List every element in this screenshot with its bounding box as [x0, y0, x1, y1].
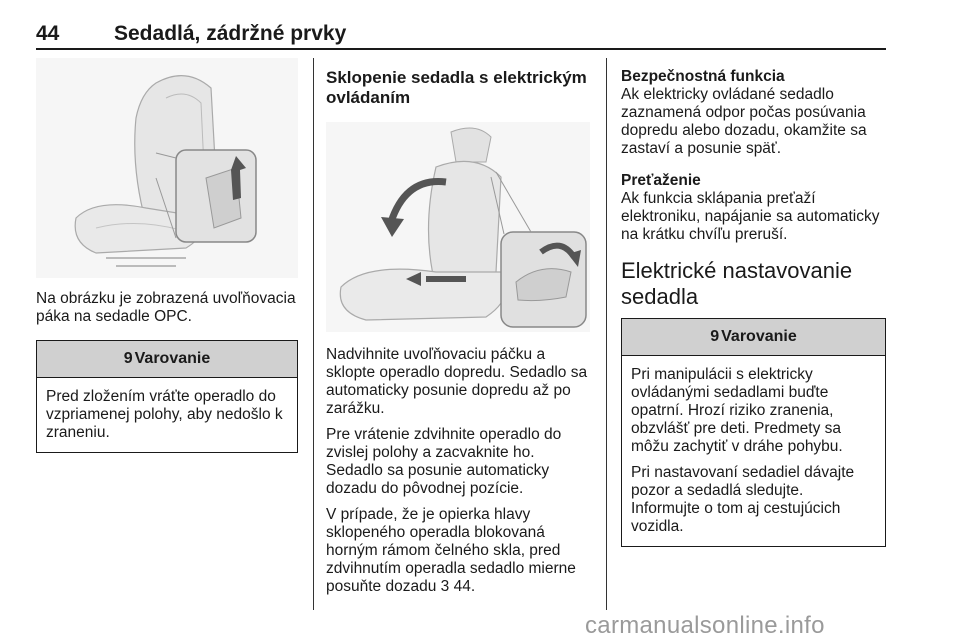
- warning-icon: 9: [710, 328, 720, 345]
- figure-caption: Na obrázku je zobrazená uvoľňovacia páka na sedadle OPC.: [36, 290, 296, 325]
- paragraph-with-reference: [326, 506, 590, 596]
- warning-header: [37, 341, 297, 378]
- paragraph: Nadvihnite uvoľňovaciu páčku a sklopte operadlo dopredu. Sedadlo sa automaticky posunie dopredu až po zarážku.: [326, 346, 588, 417]
- warning-text: Pri nastavovaní sedadiel dávajte pozor a sedadlá sledujte. Informujte o tom aj cestujúcich vozidla.: [631, 464, 855, 535]
- column-middle: [326, 58, 590, 604]
- paragraph: Ak elektricky ovládané sedadlo zaznamená odpor počas posúvania dopredu alebo dozadu, okamžite sa zastaví a posunie späť.: [621, 86, 867, 157]
- opc-seat-illustration: [36, 58, 298, 278]
- warning-title: Varovanie: [721, 328, 797, 345]
- power-seat-illustration: [326, 122, 590, 332]
- chapter-title: Sedadlá, zádržné prvky: [114, 22, 347, 45]
- warning-box: [36, 340, 298, 453]
- page-reference-icon: 3: [440, 578, 450, 595]
- subheading-safety: Bezpečnostná funkcia: [621, 68, 785, 85]
- warning-text: Pred zložením vráťte operadlo do vzpriamenej polohy, aby nedošlo k zraneniu.: [46, 388, 283, 441]
- section-heading: Sklopenie sedadla s elektrickým ovládaním: [326, 68, 587, 107]
- watermark: carmanualsonline.info: [585, 612, 825, 639]
- page-header: [36, 22, 886, 50]
- paragraph: Pre vrátenie zdvihnite operadlo do zvislej polohy a zacvaknite ho. Sedadlo sa posunie automaticky dozadu do pôvodnej pozície.: [326, 426, 562, 497]
- column-divider: [313, 58, 314, 610]
- paragraph-text: V prípade, že je opierka hlavy sklopeného operadla blokovaná horným rámom čelného skla, pred zdvihnutím operadla sedadlo mierne posuňte dozadu: [326, 506, 576, 595]
- column-left: [36, 58, 298, 453]
- warning-icon: 9: [123, 350, 133, 367]
- warning-title: Varovanie: [134, 350, 211, 367]
- subheading-overload: Preťaženie: [621, 172, 701, 189]
- header-rule: [36, 48, 886, 50]
- page-number: 44: [36, 22, 60, 45]
- warning-header: [622, 319, 885, 356]
- column-right: [621, 58, 886, 547]
- paragraph: Ak funkcia sklápania preťaží elektroniku, napájanie sa automaticky na krátku chvíľu preruší.: [621, 190, 880, 243]
- section-heading: Elektrické nastavovanie sedadla: [621, 258, 853, 309]
- warning-text: Pri manipulácii s elektricky ovládanými sedadlami buďte opatrní. Hrozí riziko zranenia, obzvlášť pre deti. Predmety sa môžu zachytiť v dráhe pohybu.: [631, 366, 843, 455]
- column-divider: [606, 58, 607, 610]
- page-reference[interactable]: 44.: [453, 578, 476, 595]
- warning-box: [621, 318, 886, 547]
